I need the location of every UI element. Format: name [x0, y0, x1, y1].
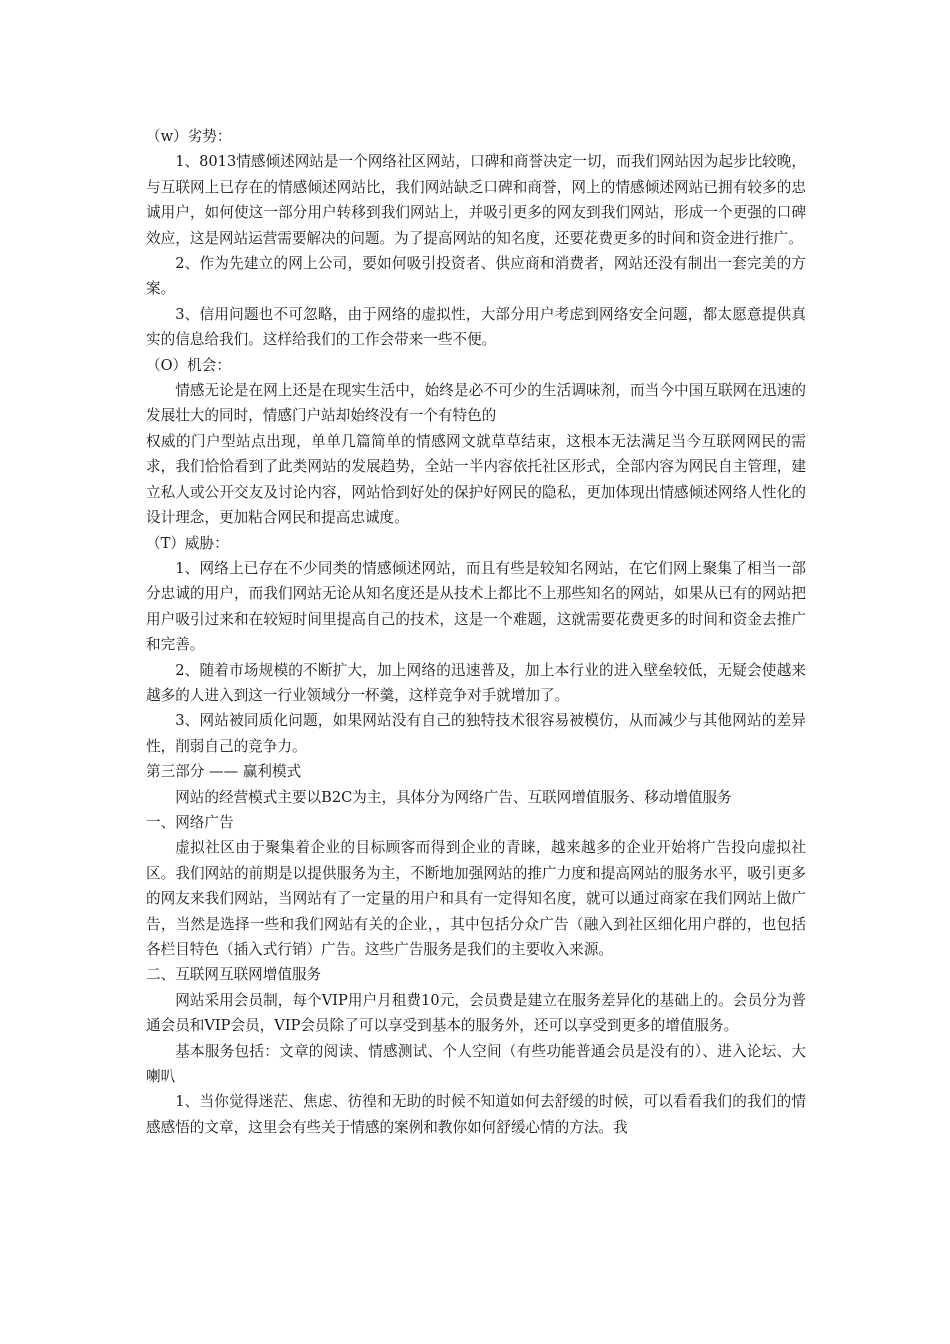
part-heading-profit-model: 第三部分 —— 赢利模式 [146, 763, 302, 781]
paragraph: 1、8013情感倾述网站是一个网络社区网站，口碑和商誉决定一切，而我们网站因为起步比较晚，与互联网上已存在的情感倾述网站比，我们网站缺乏口碑和商誉，网上的情感倾述网站已拥有较多的忠诚用户，如何使这一部分用户转移到我们网站上，并吸引更多的网友到我们网站，形成一个更强的口碑效应，这是网站运营需要解决的问题。为了提高网站的知名度，还要花费更多的时间和资金进行推广。 [146, 153, 806, 247]
paragraph: 3、信用问题也不可忽略，由于网络的虚拟性，大部分用户考虑到网络安全问题，都太愿意提供真实的信息给我们。这样给我们的工作会带来一些不便。 [146, 305, 806, 349]
section-heading-value-added: 二、互联网互联网增值服务 [146, 966, 322, 984]
paragraph: 权威的门户型站点出现，单单几篇简单的情感网文就草草结束，这根本无法满足当今互联网网民的需求，我们恰恰看到了此类网站的发展趋势，全站一半内容依托社区形式，全部内容为网民自主管理，建立私人或公开交友及讨论内容，网站恰到好处的保护好网民的隐私，更加体现出情感倾述网络人性化的设计理念，更加粘合网民和提高忠诚度。 [146, 432, 806, 527]
section-heading-threat: （T）威胁： [146, 534, 229, 552]
paragraph: 网站采用会员制，每个VIP用户月租费10元，会员费是建立在服务差异化的基础上的。会员分为普通会员和VIP会员，VIP会员除了可以享受到基本的服务外，还可以享受到更多的增值服务。 [146, 991, 806, 1035]
section-heading-opportunity: （O）机会： [146, 356, 231, 374]
document-page [146, 124, 806, 1140]
paragraph: 网站的经营模式主要以B2C为主，具体分为网络广告、互联网增值服务、移动增值服务 [175, 788, 732, 806]
paragraph: 虚拟社区由于聚集着企业的目标顾客而得到企业的青睐，越来越多的企业开始将广告投向虚拟社区。我们网站的前期是以提供服务为主，不断地加强网站的推广力度和提高网站的服务水平，吸引更多的网友来我们网站，当网站有了一定量的用户和具有一定得知名度，就可以通过商家在我们网站上做广告，当然是选择一些和我们网站有关的企业，，其中包括分众广告（融入到社区细化用户群的，也包括各栏目特色（插入式行销）广告。这些广告服务是我们的主要收入来源。 [146, 839, 806, 958]
paragraph: 1、网络上已存在不少同类的情感倾述网站，而且有些是较知名网站，在它们网上聚集了相当一部分忠诚的用户，而我们网站无论从知名度还是从技术上都比不上那些知名的网站，如果从已有的网站把用户吸引过来和在较短时间里提高自己的技术，这是一个难题，这就需要花费更多的时间和资金去推广和完善。 [146, 559, 806, 654]
paragraph: 基本服务包括：文章的阅读、情感测试、个人空间（有些功能普通会员是没有的）、进入论坛、大喇叭 [146, 1042, 806, 1086]
paragraph: 2、随着市场规模的不断扩大，加上网络的迅速普及，加上本行业的进入壁垒较低，无疑会使越来越多的人进入到这一行业领域分一杯羹，这样竞争对手就增加了。 [146, 661, 806, 704]
paragraph: 情感无论是在网上还是在现实生活中，始终是必不可少的生活调味剂，而当今中国互联网在迅速的发展壮大的同时，情感门户站却始终没有一个有特色的 [146, 382, 806, 425]
paragraph: 3、网站被同质化问题，如果网站没有自己的独特技术很容易被模仿，从而减少与其他网站的差异性，削弱自己的竞争力。 [146, 712, 806, 755]
section-heading-weakness: （w）劣势： [146, 128, 232, 145]
paragraph: 1、当你觉得迷茫、焦虑、彷徨和无助的时候不知道如何去舒缓的时候，可以看看我们的我们的情感感悟的文章，这里会有些关于情感的案例和教你如何舒缓心情的方法。我 [146, 1093, 806, 1136]
paragraph: 2、作为先建立的网上公司，要如何吸引投资者、供应商和消费者，网站还没有制出一套完美的方案。 [146, 255, 806, 298]
section-heading-online-ads: 一、网络广告 [146, 813, 234, 831]
